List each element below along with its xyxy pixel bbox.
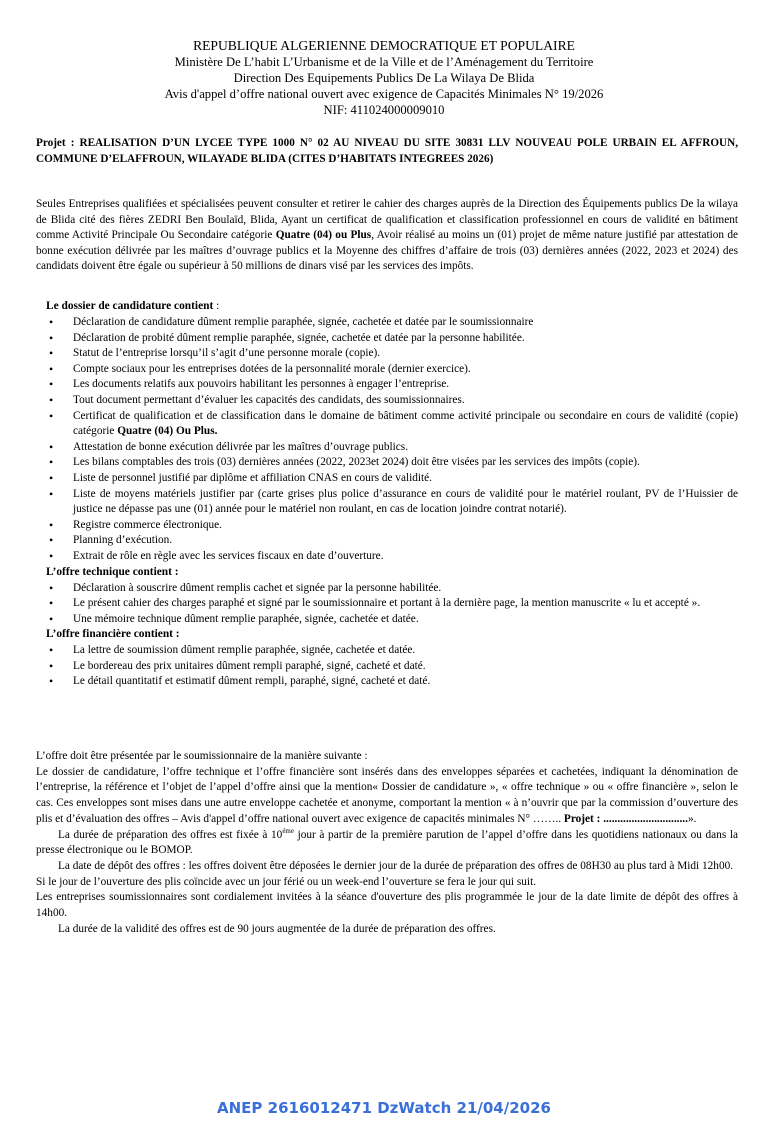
list-item: • Compte sociaux pour les entreprises dotées de la personnalité morale (dernier exercice). [36, 362, 738, 378]
list-item: • Extrait de rôle en règle avec les services fiscaux en date d’ouverture. [36, 549, 738, 565]
avis-line: Avis d'appel d’offre national ouvert avec exigence de Capacités Minimales N° 19/2026 [164, 87, 604, 101]
intro-text-2: , Avoir réalisé au moins un (01) projet de même nature justifié par attestation de bonne exécution délivrée par les maîtres d’ouvrage publics et la Moyenne des chiffres d’affaire de trois (03) dernières années (2022, 2023 et 2024) des candidats doivent être égale ou supérieur à 50 millions de dinars visé par les services des impôts. [36, 229, 738, 273]
nif-line: NIF: 411024000009010 [323, 103, 445, 117]
list-item: • Liste de personnel justifié par diplôme et affiliation CNAS en cours de validité. [36, 471, 738, 487]
ministry-line: Ministère De L’habit L’Urbanisme et de la Ville et de l’Aménagement du Territoire [174, 55, 594, 69]
list-item-bold: Quatre (04) Ou Plus. [117, 425, 218, 438]
list-item: • Liste de moyens matériels justifier par (carte grises plus police d’assurance en cours de validité pour le matériel roulant, PV de l’Huissier de justice ne dépasse pas une (01) année pour le matériel non roulant, en cas de location joindre contrat notarié). [36, 487, 738, 518]
financiere-title: L’offre financière contient : [46, 628, 180, 641]
list-item: • Une mémoire technique dûment remplie paraphée, signée, cachetée et datée. [36, 612, 738, 628]
list-item: • Statut de l’entreprise lorsqu’il s’agit d’une personne morale (copie). [36, 346, 738, 362]
closing-p3 [36, 828, 738, 859]
closing-p4: La date de dépôt des offres : les offres doivent être déposées le dernier jour de la durée de préparation des offres de 08H30 au plus tard à Midi 12h00. [58, 859, 734, 872]
list-item [36, 409, 738, 440]
list-item: • Déclaration de probité dûment remplie paraphée, signée, cachetée et datée par la personne habilitée. [36, 331, 738, 347]
intro-category: Quatre (04) ou Plus [275, 229, 372, 242]
requirements-lists [36, 299, 738, 690]
closing-p2 [36, 765, 738, 828]
dossier-list [36, 315, 738, 565]
list-item: • Les bilans comptables des trois (03) dernières années (2022, 2023et 2024) doit être visées par les services des impôts (copie). [36, 455, 738, 471]
project-title: Projet : REALISATION D’UN LYCEE TYPE 1000 N° 02 AU NIVEAU DU SITE 30831 LLV NOUVEAU POLE URBAIN EL AFFROUN, COMMUNE D’ELAFFROUN, WILAYADE BLIDA (CITES D’HABITATS INTEGREES 2026) [36, 137, 738, 165]
list-item: • Déclaration à souscrire dûment remplis cachet et signée par la personne habilitée. [36, 581, 738, 597]
closing-p1: L’offre doit être présentée par le soumissionnaire de la manière suivante : [36, 750, 368, 762]
list-item: • Déclaration de candidature dûment remplie paraphée, signée, cachetée et datée par le soumissionnaire [36, 315, 738, 331]
closing-p3-sup: éme [282, 826, 294, 835]
closing-p6: Les entreprises soumissionnaires sont cordialement invitées à la séance d'ouverture des plis programmée le jour de la date limite de dépôt des offres à 14h00. [36, 891, 738, 920]
closing-p7: La durée de la validité des offres est de 90 jours augmentée de la durée de préparation des offres. [58, 922, 496, 935]
list-item: • Le présent cahier des charges paraphé et signé par le soumissionnaire et portant à la dernière page, la mention manuscrite « lu et accepté ». [36, 596, 738, 612]
list-item: • Planning d’exécution. [36, 533, 738, 549]
list-item-text: Certificat de qualification et de classification dans le domaine de bâtiment comme activité principale ou secondaire en cours de validité (copie) catégorie [73, 409, 738, 438]
direction-line: Direction Des Equipements Publics De La Wilaya De Blida [233, 71, 535, 85]
dossier-title-suffix: : [213, 300, 220, 312]
dossier-title-text: Le dossier de candidature contient [46, 300, 214, 312]
technique-title: L’offre technique contient : [46, 565, 179, 578]
closing-p3-rest: jour à partir de la première parution de l’appel d’offre dans les quotidiens nationaux ou dans la presse électronique ou le BOMOP. [36, 828, 738, 857]
footer-reference: ANEP 2616012471 DzWatch 21/04/2026 [217, 1099, 551, 1117]
intro-paragraph [36, 197, 738, 275]
closing-p3-text: La durée de préparation des offres est fixée à 10 [58, 828, 283, 841]
technique-list [36, 581, 738, 628]
financiere-list [36, 643, 738, 690]
list-item: • Les documents relatifs aux pouvoirs habilitant les personnes à engager l’entreprise. [36, 377, 738, 393]
closing-p2-text: Le dossier de candidature, l’offre technique et l’offre financière sont insérés dans des enveloppes séparées et cachetées, indiquant la dénomination de l’entreprise, la référence et l’objet de l’appel d’offre ainsi que la mention« Dossier de candidature », « offre technique » ou « offre financière », selon le cas. Ces enveloppes sont mises dans une autre enveloppe cachetée et anonyme, comportant la mention « à n’ouvrir que par la commission d’ouverture des plis et d’évaluation des offres – Avis d'appel d’offre national ouvert avec exigence de capacités minimales N° …….. [36, 765, 738, 825]
list-item: • Registre commerce électronique. [36, 518, 738, 534]
republic-title: REPUBLIQUE ALGERIENNE DEMOCRATIQUE ET POPULAIRE [193, 38, 575, 53]
list-item: • Le détail quantitatif et estimatif dûment rempli, paraphé, signé, cacheté et daté. [36, 674, 738, 690]
list-item: • Tout document permettant d’évaluer les capacités des candidats, des soumissionnaires. [36, 393, 738, 409]
dossier-title [46, 299, 738, 315]
list-item: • Le bordereau des prix unitaires dûment rempli paraphé, signé, cacheté et daté. [36, 659, 738, 675]
closing-p2-end: ». [687, 812, 697, 825]
list-item: • Attestation de bonne exécution délivrée par les maîtres d’ouvrage publics. [36, 440, 738, 456]
closing-section [36, 749, 738, 937]
closing-p2-projet: Projet : .............................. [563, 812, 688, 825]
list-item: • La lettre de soumission dûment remplie paraphée, signée, cachetée et datée. [36, 643, 738, 659]
closing-p5: Si le jour de l’ouverture des plis coïncide avec un jour férié ou un week-end l’ouverture se fera le jour qui suit. [36, 875, 537, 888]
intro-text-1: Seules Entreprises qualifiées et spécialisées peuvent consulter et retirer le cahier des charges auprès de la Direction des Équipements publics De la wilaya de Blida cité des fières ZEDRI Ben Boulaïd, Blida, Ayant un certificat de qualification et classification professionnel en cours de validité en bâtiment comme Activité Principale Ou Secondaire catégorie [36, 198, 738, 242]
document-header [0, 38, 768, 118]
